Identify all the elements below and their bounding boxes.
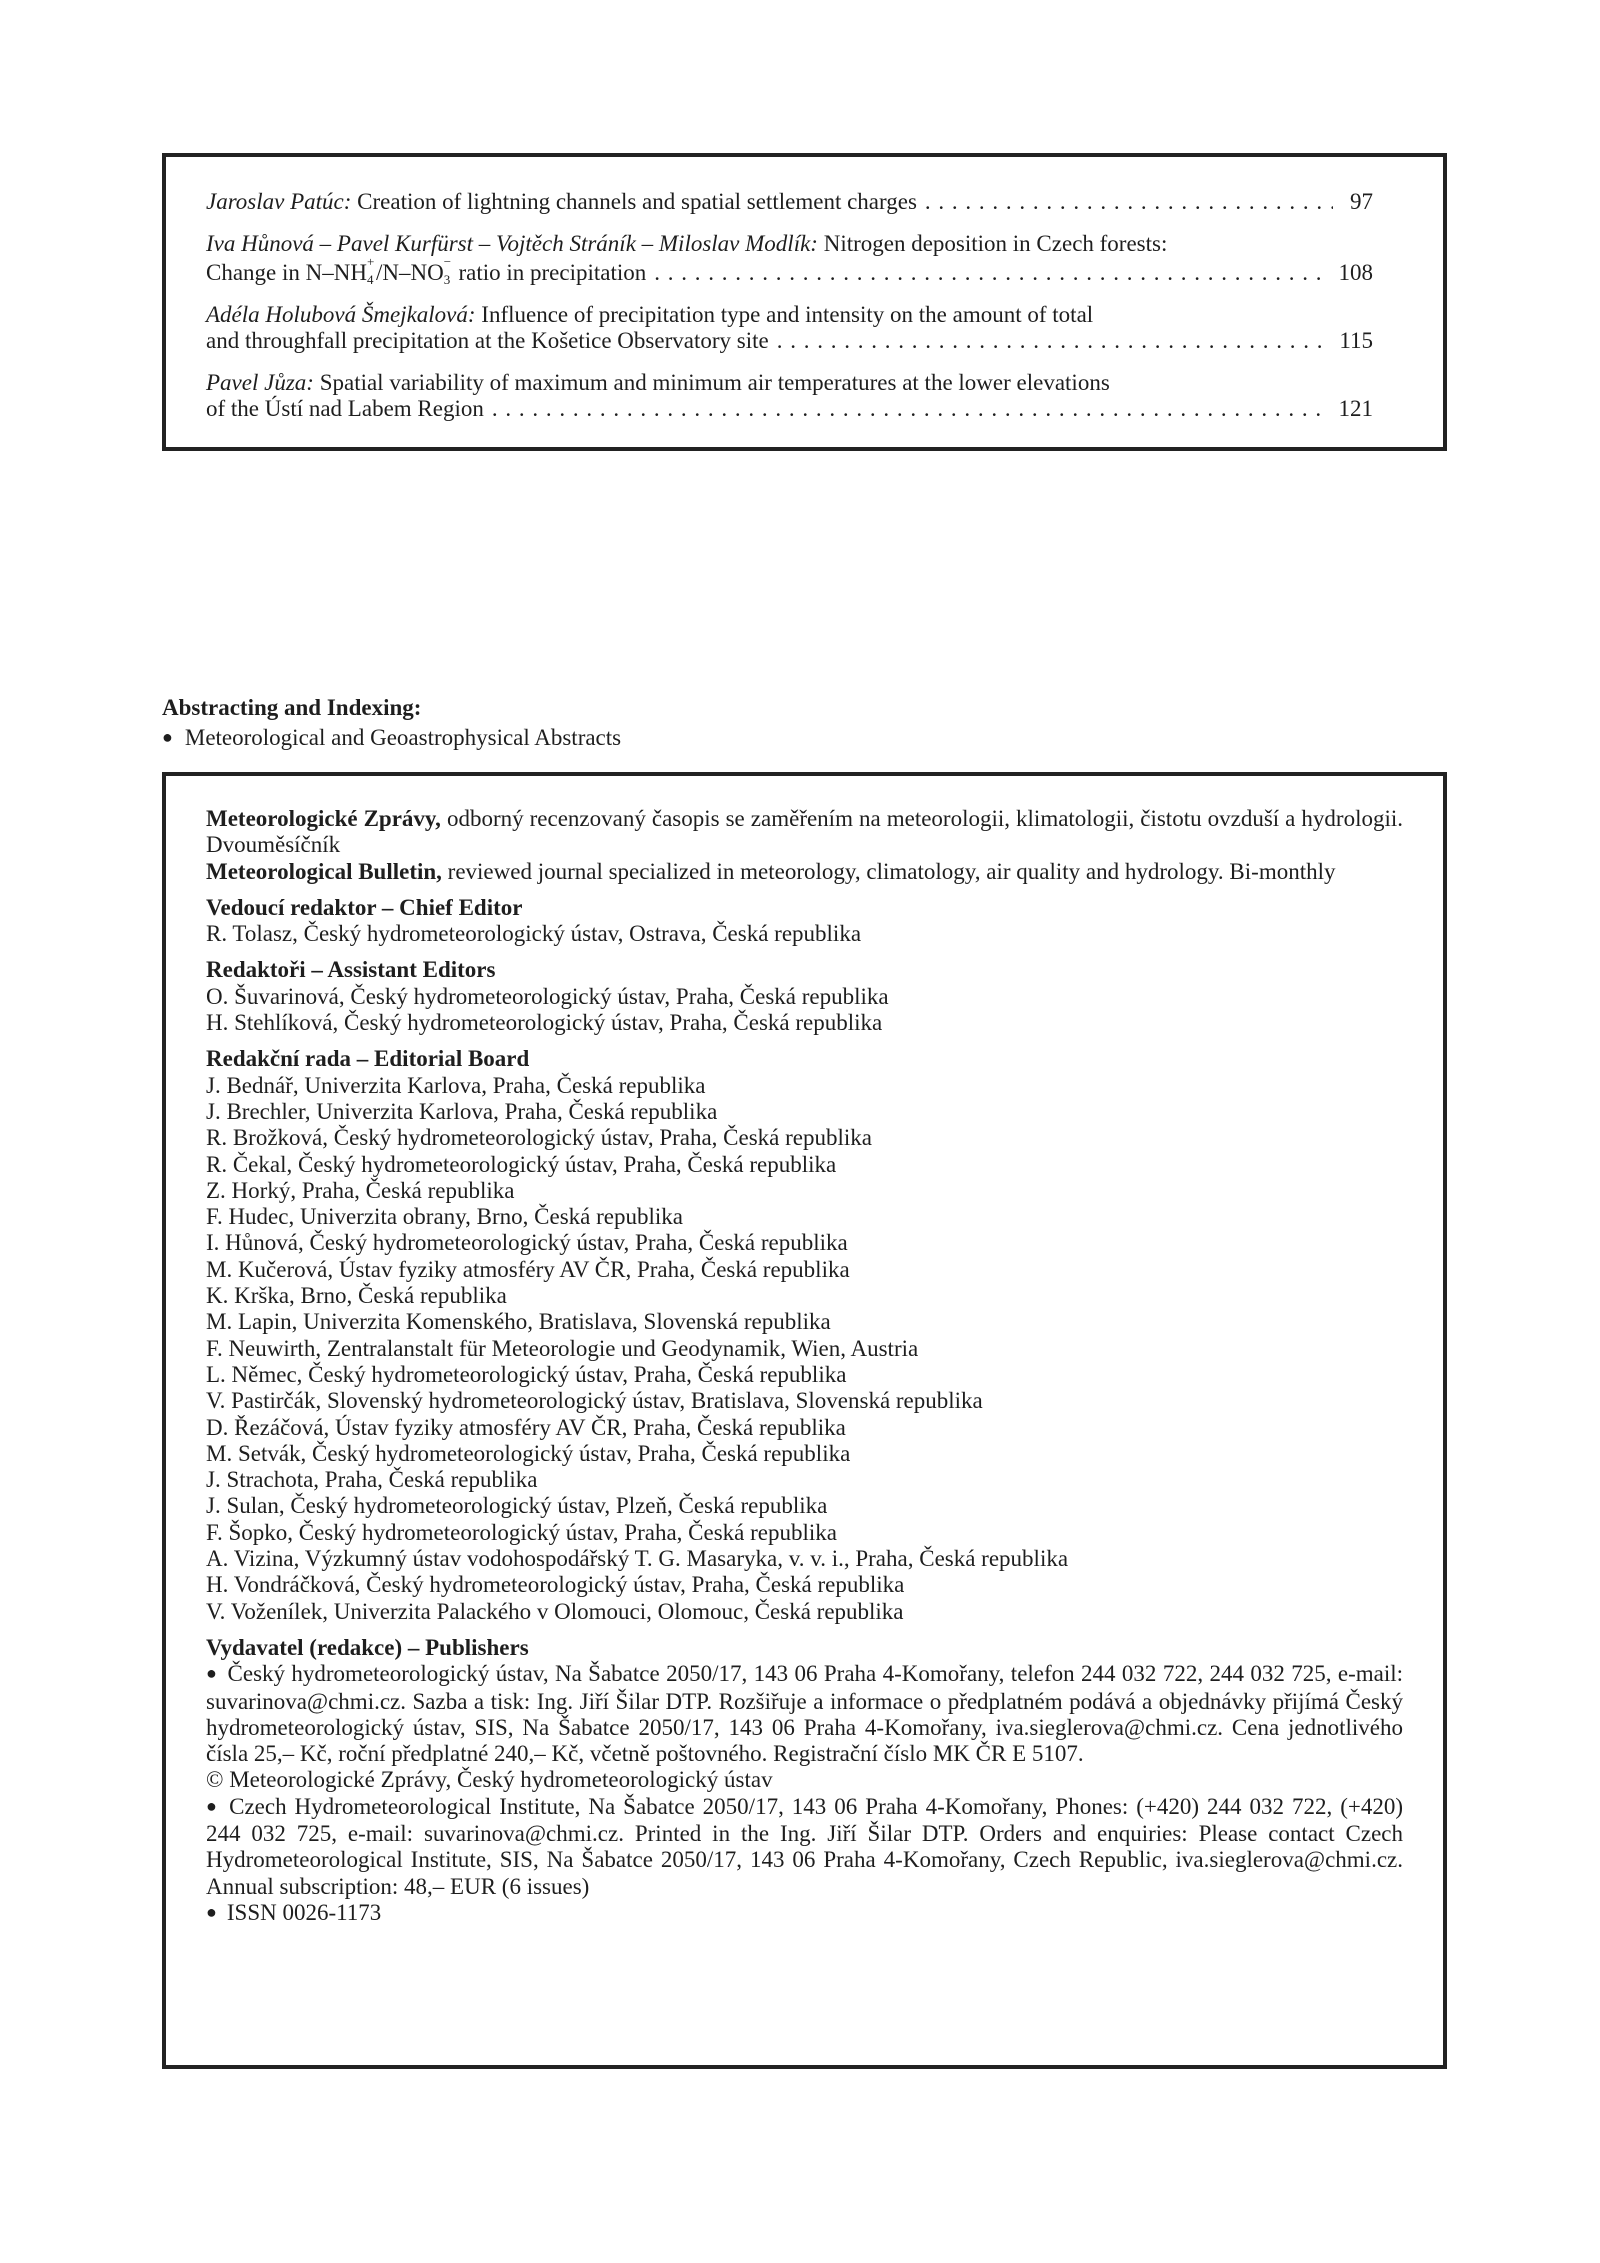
chief-editor-section [206, 895, 1403, 948]
toc-title-part: /N–NO [375, 260, 444, 285]
editorial-board-section [206, 1046, 1403, 1625]
board-member: J. Bednář, Univerzita Karlova, Praha, Česká republika [206, 1072, 706, 1098]
board-member: J. Strachota, Praha, Česká republika [206, 1467, 538, 1493]
toc-entry [206, 189, 1373, 215]
board-member: M. Setvák, Český hydrometeorologický ústav, Praha, Česká republika [206, 1440, 851, 1466]
toc-title: and throughfall precipitation at the Košetice Observatory site [206, 328, 769, 353]
journal-description-cz: Meteorologické Zprávy, odborný recenzovaný časopis se zaměřením na meteorologii, klimatologii, čistotu ovzduší a hydrologii. Dvouměsíčník [206, 806, 1404, 858]
ion-charge-index: + 4 [366, 254, 375, 287]
toc-line [206, 189, 1373, 215]
journal-description-en: Meteorological Bulletin, reviewed journal specialized in meteorology, climatology, air quality and hydrology. Bi-monthly [206, 858, 1336, 884]
ion-charge-index: − 3 [443, 254, 452, 287]
board-member: R. Čekal, Český hydrometeorologický ústav, Praha, Česká republika [206, 1151, 837, 1177]
toc-entry [206, 302, 1373, 354]
publishers-section [206, 1635, 1403, 1927]
toc-entry [206, 370, 1373, 422]
toc-page: 108 [1338, 260, 1373, 285]
board-member: V. Pastirčák, Slovenský hydrometeorologický ústav, Bratislava, Slovenská republika [206, 1388, 983, 1414]
contents-box [162, 153, 1447, 451]
toc-title: Creation of lightning channels and spatial settlement charges [357, 189, 917, 214]
toc-authors: Adéla Holubová Šmejkalová: [206, 302, 476, 327]
toc-title: Influence of precipitation type and intensity on the amount of total [481, 302, 1094, 327]
toc-page: 121 [1338, 396, 1373, 421]
board-member: J. Brechler, Univerzita Karlova, Praha, Česká republika [206, 1098, 718, 1124]
section-heading: Vedoucí redaktor – Chief Editor [206, 894, 523, 920]
abstracting-item: ● Meteorological and Geoastrophysical Abstracts [162, 723, 621, 754]
toc-authors: Iva Hůnová – Pavel Kurfürst – Vojtěch Stráník – Miloslav Modlík: [206, 231, 818, 256]
toc-page: 115 [1339, 328, 1373, 353]
dot-leader [925, 189, 1333, 215]
toc-line [206, 396, 1373, 422]
toc-authors: Pavel Jůza: [206, 370, 314, 395]
section-heading: Redakční rada – Editorial Board [206, 1046, 530, 1072]
board-member: F. Neuwirth, Zentralanstalt für Meteorologie und Geodynamik, Wien, Austria [206, 1335, 919, 1361]
toc-line [206, 370, 1373, 396]
toc-authors: Jaroslav Patúc: [206, 189, 352, 214]
editor-line: R. Tolasz, Český hydrometeorologický ústav, Ostrava, Česká republika [206, 921, 862, 947]
journal-name-cz: Meteorologické Zprávy, [206, 806, 441, 831]
board-member: M. Kučerová, Ústav fyziky atmosféry AV ČR, Praha, Česká republika [206, 1256, 850, 1282]
board-member: Z. Horký, Praha, Česká republika [206, 1177, 515, 1203]
editor-line: H. Stehlíková, Český hydrometeorologický ústav, Praha, Česká republika [206, 1010, 883, 1036]
board-member: J. Sulan, Český hydrometeorologický ústav, Plzeň, Česká republika [206, 1493, 828, 1519]
abstracting-section [162, 693, 621, 754]
board-member: K. Krška, Brno, Česká republika [206, 1283, 507, 1309]
toc-line [206, 254, 1373, 287]
board-member: R. Brožková, Český hydrometeorologický ústav, Praha, Česká republika [206, 1125, 873, 1151]
toc-line [206, 302, 1373, 328]
toc-entry [206, 231, 1373, 286]
toc-page: 97 [1350, 189, 1373, 214]
board-member: F. Šopko, Český hydrometeorologický ústav, Praha, Česká republika [206, 1519, 837, 1545]
toc-line [206, 231, 1373, 257]
toc-title: Spatial variability of maximum and minimum air temperatures at the lower elevations [319, 370, 1110, 395]
board-member: I. Hůnová, Český hydrometeorologický ústav, Praha, Česká republika [206, 1230, 848, 1256]
toc-line [206, 328, 1373, 354]
masthead-box [162, 772, 1447, 2069]
board-member: H. Vondráčková, Český hydrometeorologický ústav, Praha, Česká republika [206, 1572, 905, 1598]
board-member: V. Voženílek, Univerzita Palackého v Olomouci, Olomouc, Česká republika [206, 1598, 904, 1624]
toc-title: of the Ústí nad Labem Region [206, 396, 484, 421]
dot-leader [777, 328, 1328, 354]
dot-leader [654, 260, 1326, 286]
board-member: A. Vizina, Výzkumný ústav vodohospodářský T. G. Masaryka, v. v. i., Praha, Česká republika [206, 1546, 1069, 1572]
toc-title-part: Change in N–NH [206, 260, 367, 285]
board-member: D. Řezáčová, Ústav fyziky atmosféry AV ČR, Praha, Česká republika [206, 1414, 846, 1440]
board-member: M. Lapin, Univerzita Komenského, Bratislava, Slovenská republika [206, 1309, 831, 1335]
publisher-cz: ● Český hydrometeorologický ústav, Na Šabatce 2050/17, 143 06 Praha 4-Komořany, telefon 244 032 722, 244 032 725, e-mail: suvarinova@chmi.cz. Sazba a tisk: Ing. Jiří Šilar DTP. Rozšiřuje a informace o předplatném podává a objednávky přijímá Český hydrometeorologický ústav, SIS, Na Šabatce 2050/17, 143 06 Praha 4-Komořany, iva.sieglerova@chmi.cz. Cena jednotlivého čísla 25,– Kč, roční předplatné 240,– Kč, včetně poštovného. Registrační číslo MK ČR E 5107. [206, 1661, 1403, 1767]
section-heading: Redaktoři – Assistant Editors [206, 957, 496, 983]
section-heading: Vydavatel (redakce) – Publishers [206, 1634, 529, 1660]
board-member: F. Hudec, Univerzita obrany, Brno, Česká republika [206, 1204, 683, 1230]
journal-name-en: Meteorological Bulletin, [206, 858, 442, 884]
copyright-line: © Meteorologické Zprávy, Český hydrometeorologický ústav [206, 1767, 773, 1793]
publisher-en: ● Czech Hydrometeorological Institute, Na Šabatce 2050/17, 143 06 Praha 4-Komořany, Phones: (+420) 244 032 722, (+420) 244 032 725, e-mail: suvarinova@chmi.cz. Printed in the Ing. Jiří Šilar DTP. Orders and enquiries: Please contact Czech Hydrometeorological Institute, SIS, Na Šabatce 2050/17, 143 06 Praha 4-Komořany, Czech Republic, iva.sieglerova@chmi.cz. Annual subscription: 48,– EUR (6 issues) [206, 1794, 1403, 1900]
issn-line: ● ISSN 0026-1173 [206, 1900, 1403, 1927]
toc-title: Nitrogen deposition in Czech forests: [823, 231, 1168, 256]
dot-leader [492, 396, 1327, 422]
abstracting-title: Abstracting and Indexing: [162, 695, 422, 720]
editor-line: O. Šuvarinová, Český hydrometeorologický ústav, Praha, Česká republika [206, 983, 889, 1009]
board-member: L. Němec, Český hydrometeorologický ústav, Praha, Česká republika [206, 1361, 847, 1387]
assistant-editors-section [206, 957, 1403, 1036]
toc-title-part: ratio in precipitation [458, 260, 647, 285]
